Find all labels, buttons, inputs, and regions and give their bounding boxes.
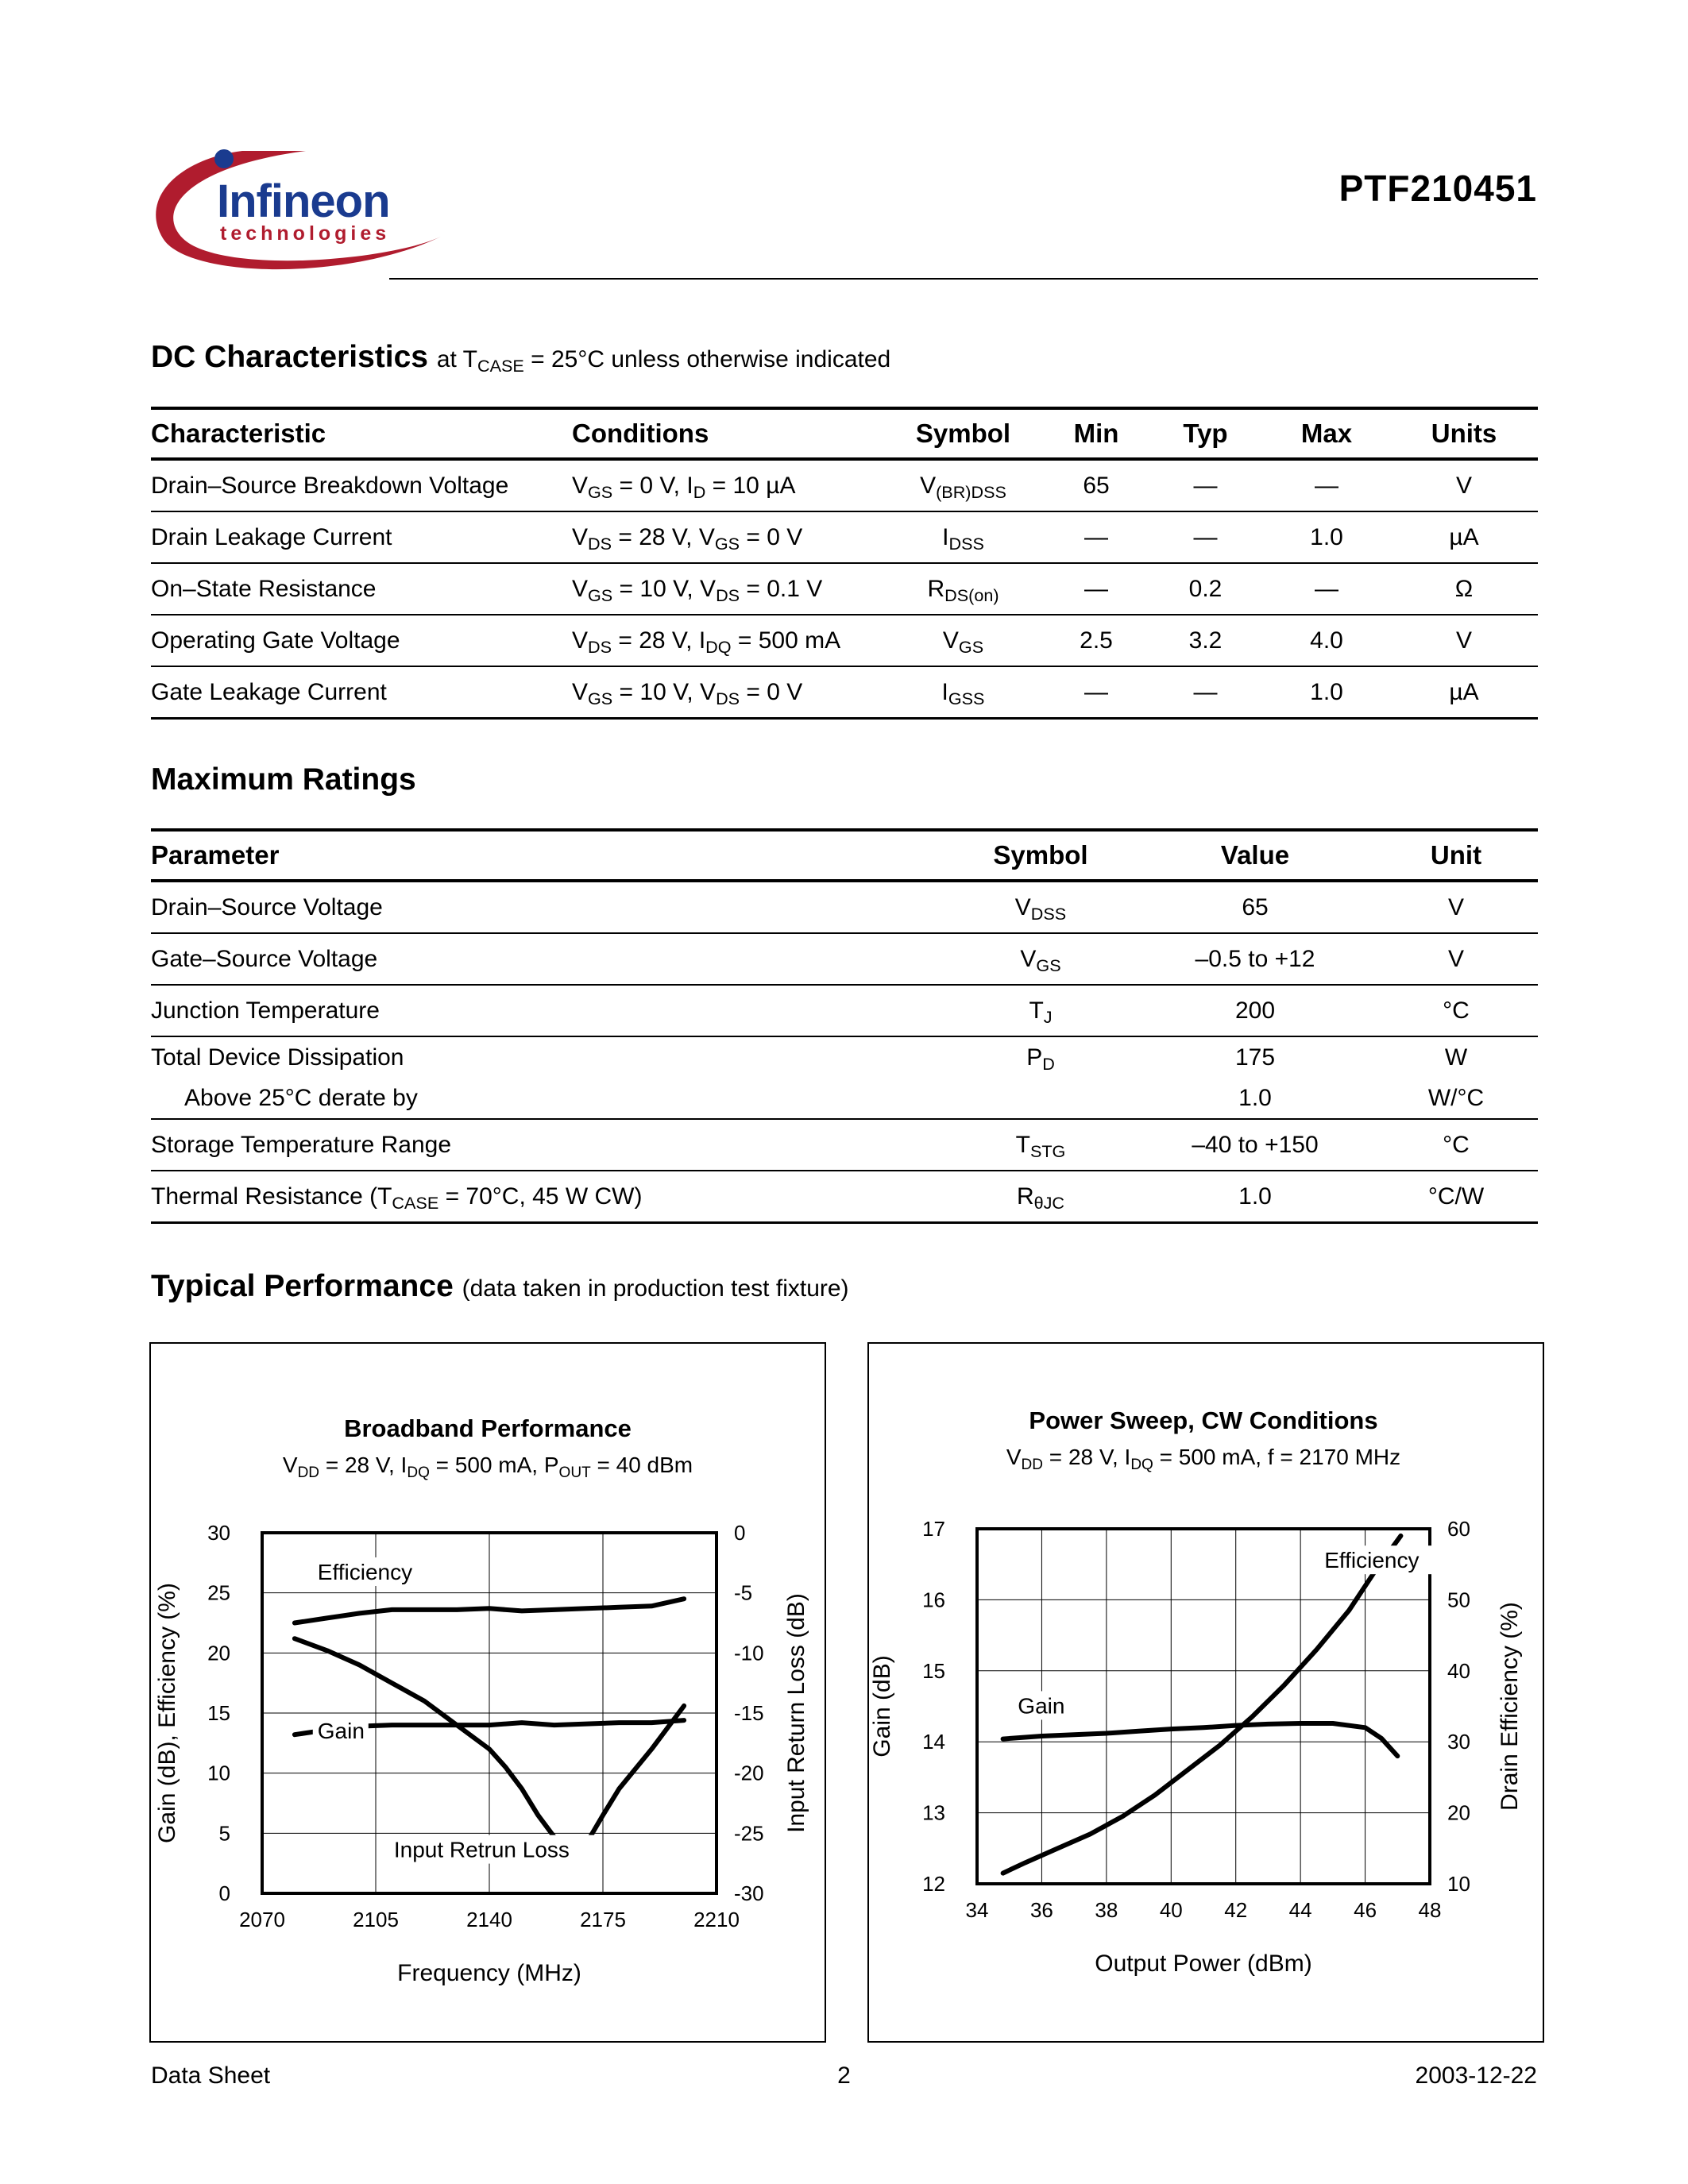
dc-condition-text: $V_{GS} = 0$ V, $I_D = 10$ µA — [572, 472, 796, 502]
dc-typ: — — [1148, 666, 1263, 719]
x-tick-label: 38 — [1095, 1898, 1118, 1922]
x-tick-label: 44 — [1288, 1898, 1312, 1922]
dc-symbol-text: $I_{DSS}$ — [942, 523, 984, 554]
x-tick-label: 2105 — [353, 1908, 399, 1931]
power-sweep-chart-box — [867, 1342, 1544, 2043]
dc-typ: — — [1148, 459, 1263, 511]
dc-symbol — [882, 615, 1045, 666]
chart-subtitle: $V_{DD} = 28$ V, $I_{DQ} = 500$ mA, f = 2170 MHz — [1006, 1445, 1401, 1473]
x-tick-label: 34 — [965, 1898, 989, 1922]
y2-tick-label: 30 — [1447, 1730, 1470, 1754]
dc-col-characteristic: Characteristic — [151, 408, 572, 459]
max-symbol — [945, 1036, 1136, 1078]
dc-symbol — [882, 563, 1045, 615]
dc-max: 4.0 — [1263, 615, 1390, 666]
y2-tick-label: -10 — [734, 1641, 764, 1665]
max-parameter: Drain–Source Voltage — [151, 881, 945, 933]
max-symbol-text: $T_J$ — [1029, 997, 1053, 1027]
chart-title: Broadband Performance — [344, 1414, 632, 1442]
y2-tick-label: 60 — [1447, 1517, 1470, 1541]
dc-units: µA — [1390, 511, 1538, 563]
max-symbol-text: $P_D$ — [1026, 1044, 1055, 1075]
max-value: 200 — [1136, 985, 1374, 1036]
max-value: 1.0 — [1136, 1078, 1374, 1119]
y2-axis-label: Input Return Loss (dB) — [783, 1593, 809, 1833]
dc-conditions — [572, 563, 882, 615]
series-annotation: Input Retrun Loss — [393, 1837, 570, 1862]
dc-col-units: Units — [1390, 408, 1538, 459]
dc-condition-text: $V_{GS} = 10$ V, $V_{DS} = 0$ V — [572, 678, 803, 708]
y-tick-label: 16 — [922, 1588, 945, 1612]
y-tick-label: 0 — [218, 1881, 230, 1905]
x-tick-label: 2175 — [580, 1908, 626, 1931]
max-symbol — [945, 1171, 1136, 1223]
dc-typ: 3.2 — [1148, 615, 1263, 666]
y-tick-label: 12 — [922, 1872, 945, 1896]
y-axis-label: Gain (dB) — [869, 1655, 895, 1758]
x-tick-label: 40 — [1159, 1898, 1183, 1922]
max-unit: V — [1374, 933, 1538, 985]
dc-min: — — [1045, 666, 1148, 719]
dc-conditions — [572, 615, 882, 666]
x-tick-label: 46 — [1354, 1898, 1377, 1922]
dc-col-max: Max — [1263, 408, 1390, 459]
logo-wordmark: Infineon — [217, 176, 390, 227]
x-tick-label: 2140 — [466, 1908, 512, 1931]
dc-symbol — [882, 459, 1045, 511]
x-tick-label: 2210 — [693, 1908, 740, 1931]
dc-characteristic: On–State Resistance — [151, 563, 572, 615]
maximum-ratings-table — [151, 828, 1538, 1224]
series-annotation: Efficiency — [1324, 1548, 1420, 1573]
x-tick-label: 2070 — [239, 1908, 285, 1931]
max-symbol-text: $T_{STG}$ — [1015, 1131, 1066, 1161]
max-ratings-title: Maximum Ratings — [151, 762, 416, 797]
x-tick-label: 36 — [1029, 1898, 1053, 1922]
series-annotation: Efficiency — [317, 1560, 413, 1585]
footer-date: 2003-12-22 — [1415, 2062, 1537, 2089]
perf-title: Typical Performance — [151, 1269, 454, 1303]
dc-row — [151, 511, 1538, 563]
dc-units: V — [1390, 615, 1538, 666]
dc-max: 1.0 — [1263, 511, 1390, 563]
y-tick-label: 10 — [207, 1761, 230, 1785]
max-col-value: Value — [1136, 830, 1374, 881]
max-parameter: Storage Temperature Range — [151, 1119, 945, 1171]
y2-axis-label: Drain Efficiency (%) — [1497, 1602, 1523, 1811]
footer-page-number: 2 — [837, 2062, 851, 2089]
max-parameter: Junction Temperature — [151, 985, 945, 1036]
header-divider — [389, 278, 1538, 280]
y-axis-label: Gain (dB), Efficiency (%) — [154, 1583, 180, 1843]
y2-tick-label: 50 — [1447, 1588, 1470, 1612]
max-value: –0.5 to +12 — [1136, 933, 1374, 985]
dc-characteristic: Drain–Source Breakdown Voltage — [151, 459, 572, 511]
dc-symbol-text: $R_{DS(on)}$ — [927, 575, 999, 605]
y2-tick-label: -5 — [734, 1580, 753, 1605]
dc-min: 2.5 — [1045, 615, 1148, 666]
dc-condition-text: $V_{DS} = 28$ V, $I_{DQ} = 500$ mA — [572, 627, 841, 657]
max-unit: W — [1444, 1044, 1468, 1071]
chart-title: Power Sweep, CW Conditions — [1029, 1406, 1378, 1434]
dc-condition-text: $V_{GS} = 10$ V, $V_{DS} = 0.1$ V — [572, 575, 823, 605]
max-symbol — [945, 1078, 1136, 1119]
broadband-performance-chart — [151, 1344, 825, 2041]
x-axis-label: Frequency (MHz) — [397, 1960, 581, 1986]
max-col-symbol: Symbol — [945, 830, 1136, 881]
dc-condition-text: $V_{DS} = 28$ V, $V_{GS} = 0$ V — [572, 523, 803, 554]
y2-tick-label: 0 — [734, 1521, 746, 1545]
y-tick-label: 25 — [207, 1580, 230, 1605]
y-tick-label: 20 — [207, 1641, 230, 1665]
max-unit: °C — [1374, 1119, 1538, 1171]
dc-row — [151, 563, 1538, 615]
max-parameter-text: Thermal Resistance ($T_{CASE} = 70^\circ C$, 45 W CW) — [151, 1183, 643, 1213]
part-number: PTF210451 — [1338, 168, 1537, 209]
dc-row — [151, 459, 1538, 511]
dc-symbol-text: $V_{GS}$ — [942, 627, 984, 657]
max-value: 175 — [1234, 1044, 1276, 1071]
dc-row — [151, 615, 1538, 666]
dc-max: — — [1263, 459, 1390, 511]
dc-units: Ω — [1390, 563, 1538, 615]
chart-subtitle: $V_{DD} = 28$ V, $I_{DQ} = 500$ mA, $P_{OUT} = 40$ dBm — [282, 1453, 693, 1481]
series-annotation: Gain — [317, 1718, 365, 1743]
max-parameter: Above 25°C derate by — [151, 1078, 945, 1119]
max-header-row — [151, 830, 1538, 881]
x-axis-label: Output Power (dBm) — [1095, 1951, 1312, 1977]
logo-tagline: technologies — [220, 222, 391, 245]
max-parameter — [151, 1171, 945, 1223]
max-unit: °C — [1374, 985, 1538, 1036]
max-row — [151, 1078, 1538, 1119]
max-parameter: Total Device Dissipation — [151, 1044, 404, 1071]
x-tick-label: 42 — [1224, 1898, 1248, 1922]
max-row — [151, 985, 1538, 1036]
y2-tick-label: 40 — [1447, 1658, 1470, 1683]
dc-symbol-text: $V_{(BR)DSS}$ — [920, 472, 1006, 502]
dc-min: — — [1045, 511, 1148, 563]
y2-tick-label: -20 — [734, 1761, 764, 1785]
series-line-gain — [1003, 1723, 1398, 1756]
max-symbol — [945, 1119, 1136, 1171]
y2-tick-label: 20 — [1447, 1800, 1470, 1825]
max-col-unit: Unit — [1374, 830, 1538, 881]
series-annotation: Gain — [1018, 1693, 1065, 1719]
dc-section-title — [151, 340, 890, 375]
dc-conditions — [572, 511, 882, 563]
dc-typ: 0.2 — [1148, 563, 1263, 615]
max-unit: W/°C — [1374, 1078, 1538, 1119]
dc-col-typ: Typ — [1148, 408, 1263, 459]
dc-typ: — — [1148, 511, 1263, 563]
dc-header-row — [151, 408, 1538, 459]
dc-col-min: Min — [1045, 408, 1148, 459]
dc-symbol — [882, 511, 1045, 563]
y2-tick-label: -25 — [734, 1821, 764, 1846]
x-tick-label: 48 — [1418, 1898, 1442, 1922]
dc-units: V — [1390, 459, 1538, 511]
y-tick-label: 15 — [207, 1701, 230, 1725]
max-row — [151, 1119, 1538, 1171]
max-row — [151, 933, 1538, 985]
typical-performance-title — [151, 1269, 849, 1304]
max-symbol — [945, 881, 1136, 933]
max-unit: °C/W — [1374, 1171, 1538, 1223]
max-col-parameter: Parameter — [151, 830, 945, 881]
dc-characteristic: Gate Leakage Current — [151, 666, 572, 719]
y-tick-label: 15 — [922, 1658, 945, 1683]
max-row — [151, 1036, 1538, 1078]
dc-units: µA — [1390, 666, 1538, 719]
y2-tick-label: -15 — [734, 1701, 764, 1725]
power-sweep-chart — [869, 1344, 1543, 2041]
dc-col-conditions: Conditions — [572, 408, 882, 459]
dc-characteristics-table — [151, 407, 1538, 720]
max-symbol-text: $V_{GS}$ — [1020, 945, 1061, 975]
dc-min: — — [1045, 563, 1148, 615]
y-tick-label: 13 — [922, 1800, 945, 1825]
y-tick-label: 5 — [218, 1821, 230, 1846]
max-symbol-text: $R_{\theta JC}$ — [1016, 1183, 1065, 1213]
max-symbol-text: $V_{DSS}$ — [1014, 893, 1067, 924]
dc-row — [151, 666, 1538, 719]
y-tick-label: 30 — [207, 1521, 230, 1545]
broadband-chart-box — [149, 1342, 826, 2043]
max-unit: V — [1374, 881, 1538, 933]
max-value: –40 to +150 — [1136, 1119, 1374, 1171]
dc-symbol — [882, 666, 1045, 719]
max-row — [151, 1171, 1538, 1223]
dc-subtitle: at $T_{CASE} = 25^\circ C$ unless otherwise indicated — [436, 346, 891, 376]
y-tick-label: 14 — [922, 1730, 945, 1754]
dc-conditions — [572, 666, 882, 719]
max-value: 65 — [1136, 881, 1374, 933]
max-symbol — [945, 985, 1136, 1036]
infineon-logo — [147, 143, 457, 286]
dc-conditions — [572, 459, 882, 511]
max-symbol — [945, 933, 1136, 985]
max-parameter: Gate–Source Voltage — [151, 933, 945, 985]
dc-col-symbol: Symbol — [882, 408, 1045, 459]
dc-max: 1.0 — [1263, 666, 1390, 719]
footer-left: Data Sheet — [151, 2062, 271, 2089]
dc-title: DC Characteristics — [151, 340, 428, 374]
max-value: 1.0 — [1136, 1171, 1374, 1223]
dc-characteristic: Drain Leakage Current — [151, 511, 572, 563]
dc-characteristic: Operating Gate Voltage — [151, 615, 572, 666]
y2-tick-label: -30 — [734, 1881, 764, 1905]
dc-max: — — [1263, 563, 1390, 615]
y2-tick-label: 10 — [1447, 1872, 1470, 1896]
dc-symbol-text: $I_{GSS}$ — [941, 678, 985, 708]
y-tick-label: 17 — [922, 1517, 945, 1541]
max-row — [151, 881, 1538, 933]
perf-subtitle: (data taken in production test fixture) — [462, 1275, 849, 1302]
dc-min: 65 — [1045, 459, 1148, 511]
